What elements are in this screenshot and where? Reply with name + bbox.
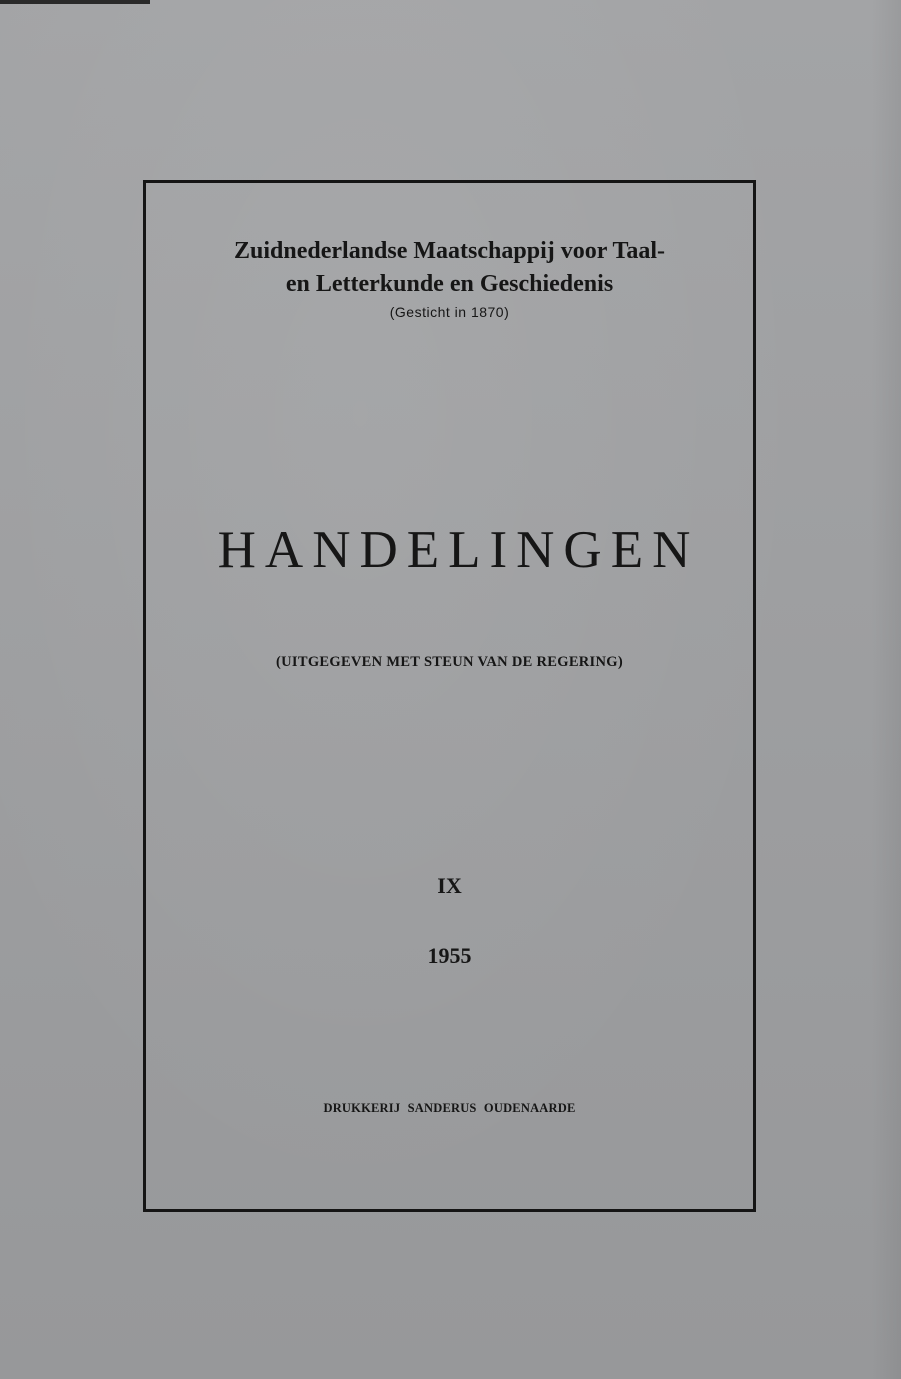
society-name-line-1: Zuidnederlandse Maatschappij voor Taal- xyxy=(234,238,665,264)
cover-title: HANDELINGEN xyxy=(217,521,700,579)
cover-subtitle: (UITGEGEVEN MET STEUN VAN DE REGERING) xyxy=(276,654,623,670)
cover-border-frame xyxy=(143,180,756,1212)
volume-number: IX xyxy=(437,873,462,898)
printer-word-2: SANDERUS xyxy=(407,1101,477,1115)
founded-note: (Gesticht in 1870) xyxy=(389,304,510,320)
society-name-line-2: en Letterkunde en Geschiedenis xyxy=(285,271,614,297)
society-name xyxy=(146,235,753,301)
scan-top-mark xyxy=(0,0,150,4)
printer-word-3: OUDENAARDE xyxy=(483,1101,576,1115)
printer-word-1: DRUKKERIJ xyxy=(323,1101,401,1115)
publication-year: 1955 xyxy=(427,943,472,968)
cover-edge-shadow xyxy=(871,0,901,1379)
printer-imprint xyxy=(146,1101,753,1116)
